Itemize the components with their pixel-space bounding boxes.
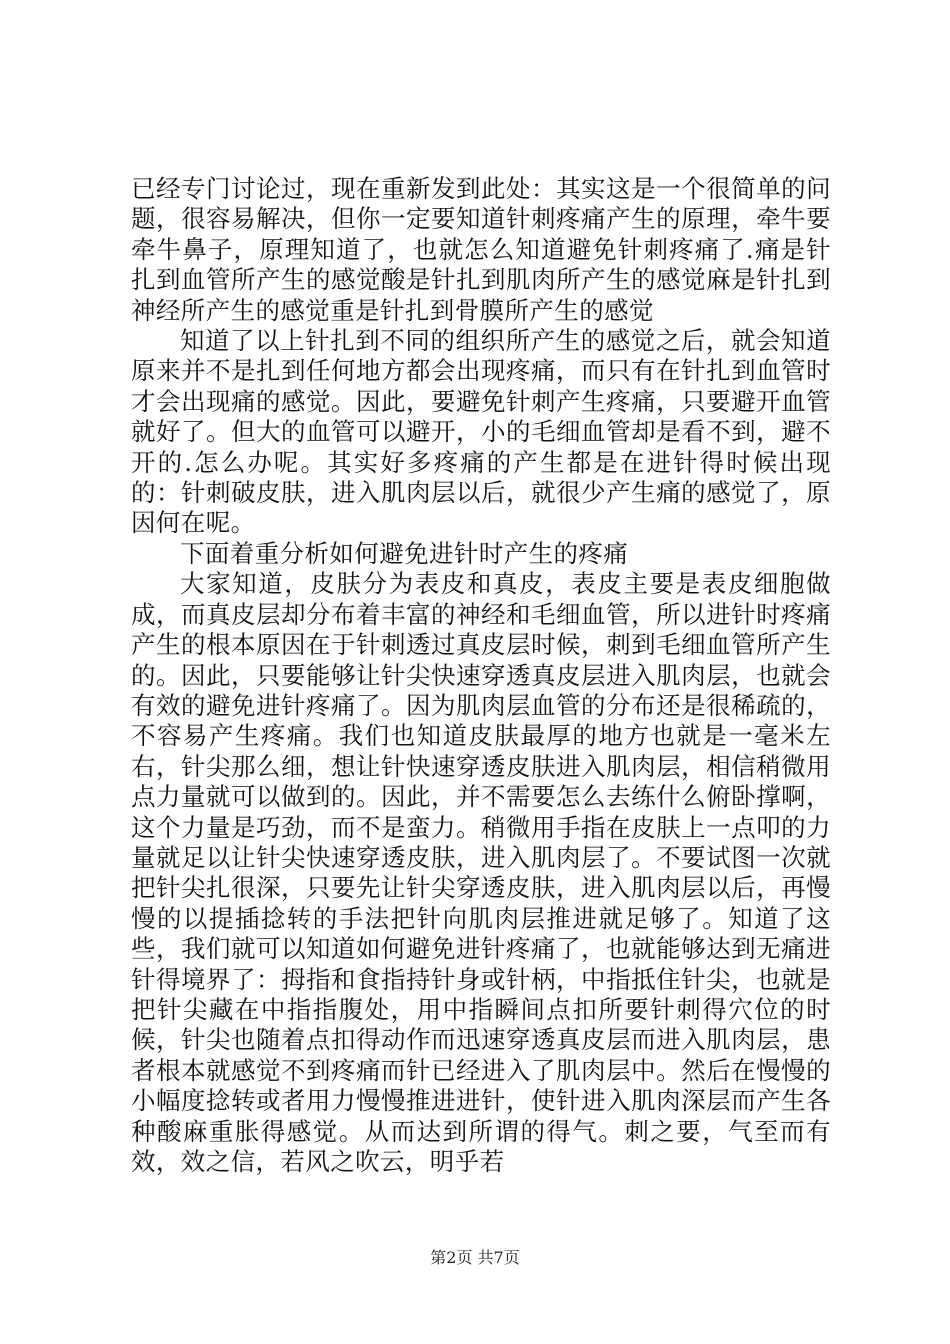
body-text <box>131 174 831 1177</box>
paragraph-2: 知道了以上针扎到不同的组织所产生的感觉之后，就会知道原来并不是扎到任何地方都会出现疼痛，而只有在针扎到血管时才会出现痛的感觉。因此，要避免针刺产生疼痛，只要避开血管就好了。但大的血管可以避开，小的毛细血管却是看不到，避不开的.怎么办呢。其实好多疼痛的产生都是在进针得时候出现的：针刺破皮肤，进入肌肉层以后，就很少产生痛的感觉了，原因何在呢。 <box>131 326 831 538</box>
page-number-footer: 第2页 共7页 <box>430 1248 520 1267</box>
paragraph-1: 已经专门讨论过，现在重新发到此处：其实这是一个很简单的问题，很容易解决，但你一定要知道针刺疼痛产生的原理，牵牛要牵牛鼻子，原理知道了，也就怎么知道避免针刺疼痛了.痛是针扎到血管所产生的感觉酸是针扎到肌肉所产生的感觉麻是针扎到神经所产生的感觉重是针扎到骨膜所产生的感觉 <box>131 174 831 325</box>
paragraph-4: 大家知道，皮肤分为表皮和真皮，表皮主要是表皮细胞做成，而真皮层却分布着丰富的神经和毛细血管，所以进针时疼痛产生的根本原因在于针刺透过真皮层时候，刺到毛细血管所产生的。因此，只要能够让针尖快速穿透真皮层进入肌肉层，也就会有效的避免进针疼痛了。因为肌肉层血管的分布还是很稀疏的，不容易产生疼痛。我们也知道皮肤最厚的地方也就是一毫米左右，针尖那么细，想让针快速穿透皮肤进入肌肉层，相信稍微用点力量就可以做到的。因此，并不需要怎么去练什么俯卧撑啊，这个力量是巧劲，而不是蛮力。稍微用手指在皮肤上一点叩的力量就足以让针尖快速穿透皮肤，进入肌肉层了。不要试图一次就把针尖扎很深，只要先让针尖穿透皮肤，进入肌肉层以后，再慢慢的以提插捻转的手法把针向肌肉层推进就足够了。知道了这些，我们就可以知道如何避免进针疼痛了，也就能够达到无痛进针得境界了：拇指和食指持针身或针柄，中指抵住针尖，也就是把针尖藏在中指指腹处，用中指瞬间点扣所要针刺得穴位的时候，针尖也随着点扣得动作而迅速穿透真皮层而进入肌肉层，患者根本就感觉不到疼痛而针已经进入了肌肉层中。然后在慢慢的小幅度捻转或者用力慢慢推进进针，使针进入肌肉深层而产生各种酸麻重胀得感觉。从而达到所谓的得气。刺之要，气至而有效，效之信，若风之吹云，明乎若 <box>131 569 831 1176</box>
paragraph-3: 下面着重分析如何避免进针时产生的疼痛 <box>180 538 629 568</box>
